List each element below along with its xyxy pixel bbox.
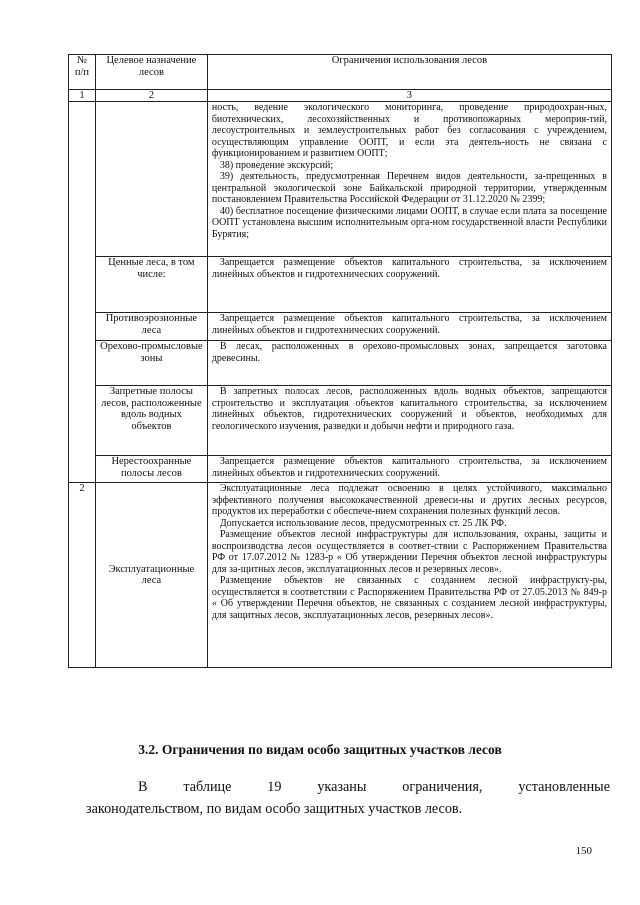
continuation-paragraph-4: 40) бесплатное посещение физическими лицами ООПТ, в случае если плата за посещение ООПТ установлена высшим исполнительным орга-ном государственной власти Республики Бурятия; [211,205,607,240]
header-number: № п/п [69,55,96,90]
table-row [69,257,612,313]
row-text-valuable-forests [207,257,611,313]
table-row [69,102,612,257]
table-column-numbers-row [69,90,612,102]
row-number-exploitation: 2 [69,483,96,668]
section-title: 3.2. Ограничения по видам особо защитных участков лесов [138,742,502,757]
column-number-2: 2 [95,90,207,102]
row-text-spawning-strips [207,456,611,483]
row-text-paragraph: Запрещается размещение объектов капитального строительства, за исключением линейных объектов и гидротехнических сооружений. [211,257,607,280]
row-text-exploitation [207,483,611,668]
row-text-paragraph: Запрещается размещение объектов капитального строительства, за исключением линейных объектов и гидротехнических сооружений. [211,313,607,336]
exploitation-paragraph-2: Допускается использование лесов, предусмотренных ст. 25 ЛК РФ. [219,517,507,529]
body-paragraph-line-1: В таблице 19 указаны ограничения, установленные [138,779,610,795]
row-name-exploitation: Эксплуатационные леса [95,483,207,668]
body-paragraph [88,776,610,820]
continuation-paragraph-2: 38) проведение экскурсий; [219,159,334,171]
column-number-3: 3 [207,90,611,102]
body-paragraph-line-2: законодательством, по видам особо защитных участков лесов. [86,801,463,817]
row-name-empty [95,102,207,257]
row-name-spawning-strips: Нерестоохранные полосы лесов [95,456,207,483]
exploitation-paragraph-1: Эксплуатационные леса подлежат освоению в целях устойчивого, максимально эффективного получения высококачественной древеси-ны и других лесных ресурсов, продуктов их переработки с обеспече-нием сохранения полезных функций лесов. [211,483,607,517]
row-name-anti-erosion: Противоэрозионные леса [95,313,207,341]
row-name-forbidden-strips: Запретные полосы лесов, расположенные вдоль водных объектов [95,386,207,456]
row-text-paragraph: Запрещается размещение объектов капитального строительства, за исключением линейных объектов и гидротехнических сооружений. [211,456,607,479]
continuation-paragraph-1: ность, ведение экологического мониторинга, проведение природоохран-ных, биотехнических, лесохозяйственных и противопожарных мероприя-тий, лесоустроительных и землеустроительных работ без согласования с учреждением, осуществляющим управление ООПТ, и если эта деятель-ность не связана с функционированием и развитием ООПТ; [211,102,607,159]
table-row [69,483,612,668]
table-row [69,313,612,341]
row-text-anti-erosion [207,313,611,341]
table-header-row [69,55,612,90]
table-row [69,386,612,456]
page-number: 150 [575,845,592,857]
restrictions-table [68,54,612,668]
exploitation-paragraph-4: Размещение объектов не связанных с созданием лесной инфраструкту-ры, осуществляется в соответствии с Распоряжением Правительства РФ от 27.05.2013 № 849-р « Об утверждении Перечня объектов, не связанных с созданием лесной инфраструктуры, для защитных лесов, эксплуатационных лесов, резервных лесов». [211,575,607,621]
row-number-empty [69,102,96,483]
row-text-forbidden-strips [207,386,611,456]
row-text-paragraph: В лесах, расположенных в орехово-промысловых зонах, запрещается заготовка древесины. [211,341,607,364]
table-row [69,456,612,483]
row-name-nut-zones: Орехово-промысловые зоны [95,341,207,386]
table-row [69,341,612,386]
exploitation-paragraph-3: Размещение объектов лесной инфраструктуры для использования, охраны, защиты и воспроизводства лесов осуществляется в соответ-ствии с Распоряжением Правительства РФ от 17.07.2012 № 1283-р « Об утверждении Перечня объектов лесной инфраструктуры для за-щитных лесов, эксплуатационных лесов и резервных лесов». [211,529,607,575]
row-name-valuable-forests: Ценные леса, в том числе: [95,257,207,313]
header-purpose: Целевое назначение лесов [95,55,207,90]
row-text-paragraph: В запретных полосах лесов, расположенных вдоль водных объектов, запрещаются строительство и эксплуатация объектов капитального строительства, за исключением линейных объектов, гидротехнических сооружений и объектов, необходимых для геологического изучения, разведки и добычи нефти и природного газа. [211,386,607,432]
header-restrictions: Ограничения использования лесов [207,55,611,90]
row-text-nut-zones [207,341,611,386]
column-number-1: 1 [69,90,96,102]
continuation-cell [207,102,611,257]
continuation-paragraph-3: 39) деятельность, предусмотренная Перечнем видов деятельности, за-прещенных в центральной экологической зоне Байкальской природной территории, утвержденным постановлением Правительства Российской Федерации от 31.12.2020 № 2399; [211,171,607,205]
